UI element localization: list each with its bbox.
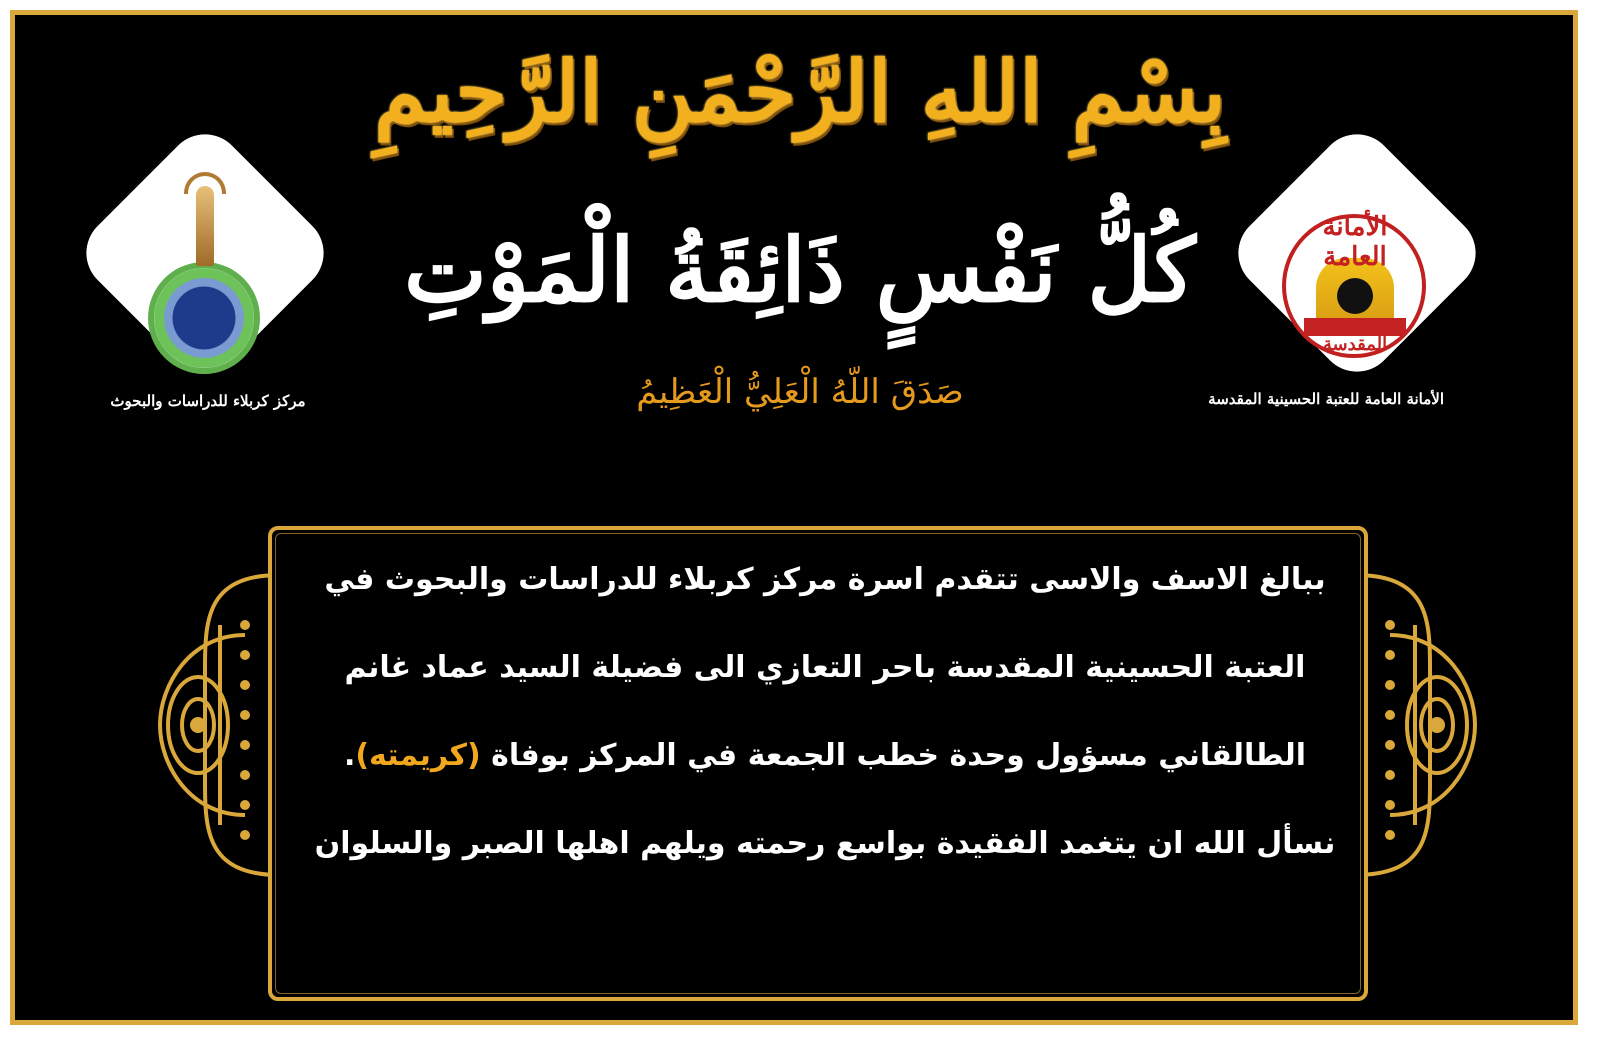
message-line-1: ببالغ الاسف والاسى تتقدم اسرة مركز كربلاء للدراسات والبحوث في: [324, 562, 1326, 597]
right-logo-bottom-text: المقدسة: [1322, 334, 1388, 355]
pen-emblem-icon: [196, 186, 214, 266]
left-logo-emblem: [148, 262, 260, 374]
left-logo-caption: مركز كربلاء للدراسات والبحوث: [110, 392, 306, 410]
basmala-calligraphy: بِسْمِ اللهِ الرَّحْمَنِ الرَّحِيمِ: [374, 42, 1226, 141]
sadaq-line: صَدَقَ اللّهُ الْعَلِيُّ الْعَظِيمُ: [636, 372, 964, 412]
message-line-3: [300, 738, 1350, 773]
message-line-3-text: الطالقاني مسؤول وحدة خطب الجمعة في المركز بوفاة: [480, 738, 1307, 773]
right-logo-top-text: الأمانة العامة: [1322, 212, 1388, 272]
shrine-emblem-core: [1337, 278, 1373, 314]
message-line-4: نسأل الله ان يتغمد الفقيدة بواسع رحمته ويلهم اهلها الصبر والسلوان: [314, 826, 1336, 861]
highlighted-name: (كريمته): [355, 738, 481, 773]
quran-verse: كُلُّ نَفْسٍ ذَائِقَةُ الْمَوْتِ: [404, 218, 1196, 322]
message-line-3-end: .: [343, 738, 356, 773]
message-line-2: العتبة الحسينية المقدسة باحر التعازي الى فضيلة السيد عماد غانم: [344, 650, 1306, 685]
right-logo-caption: الأمانة العامة للعتبة الحسينية المقدسة: [1208, 390, 1444, 408]
